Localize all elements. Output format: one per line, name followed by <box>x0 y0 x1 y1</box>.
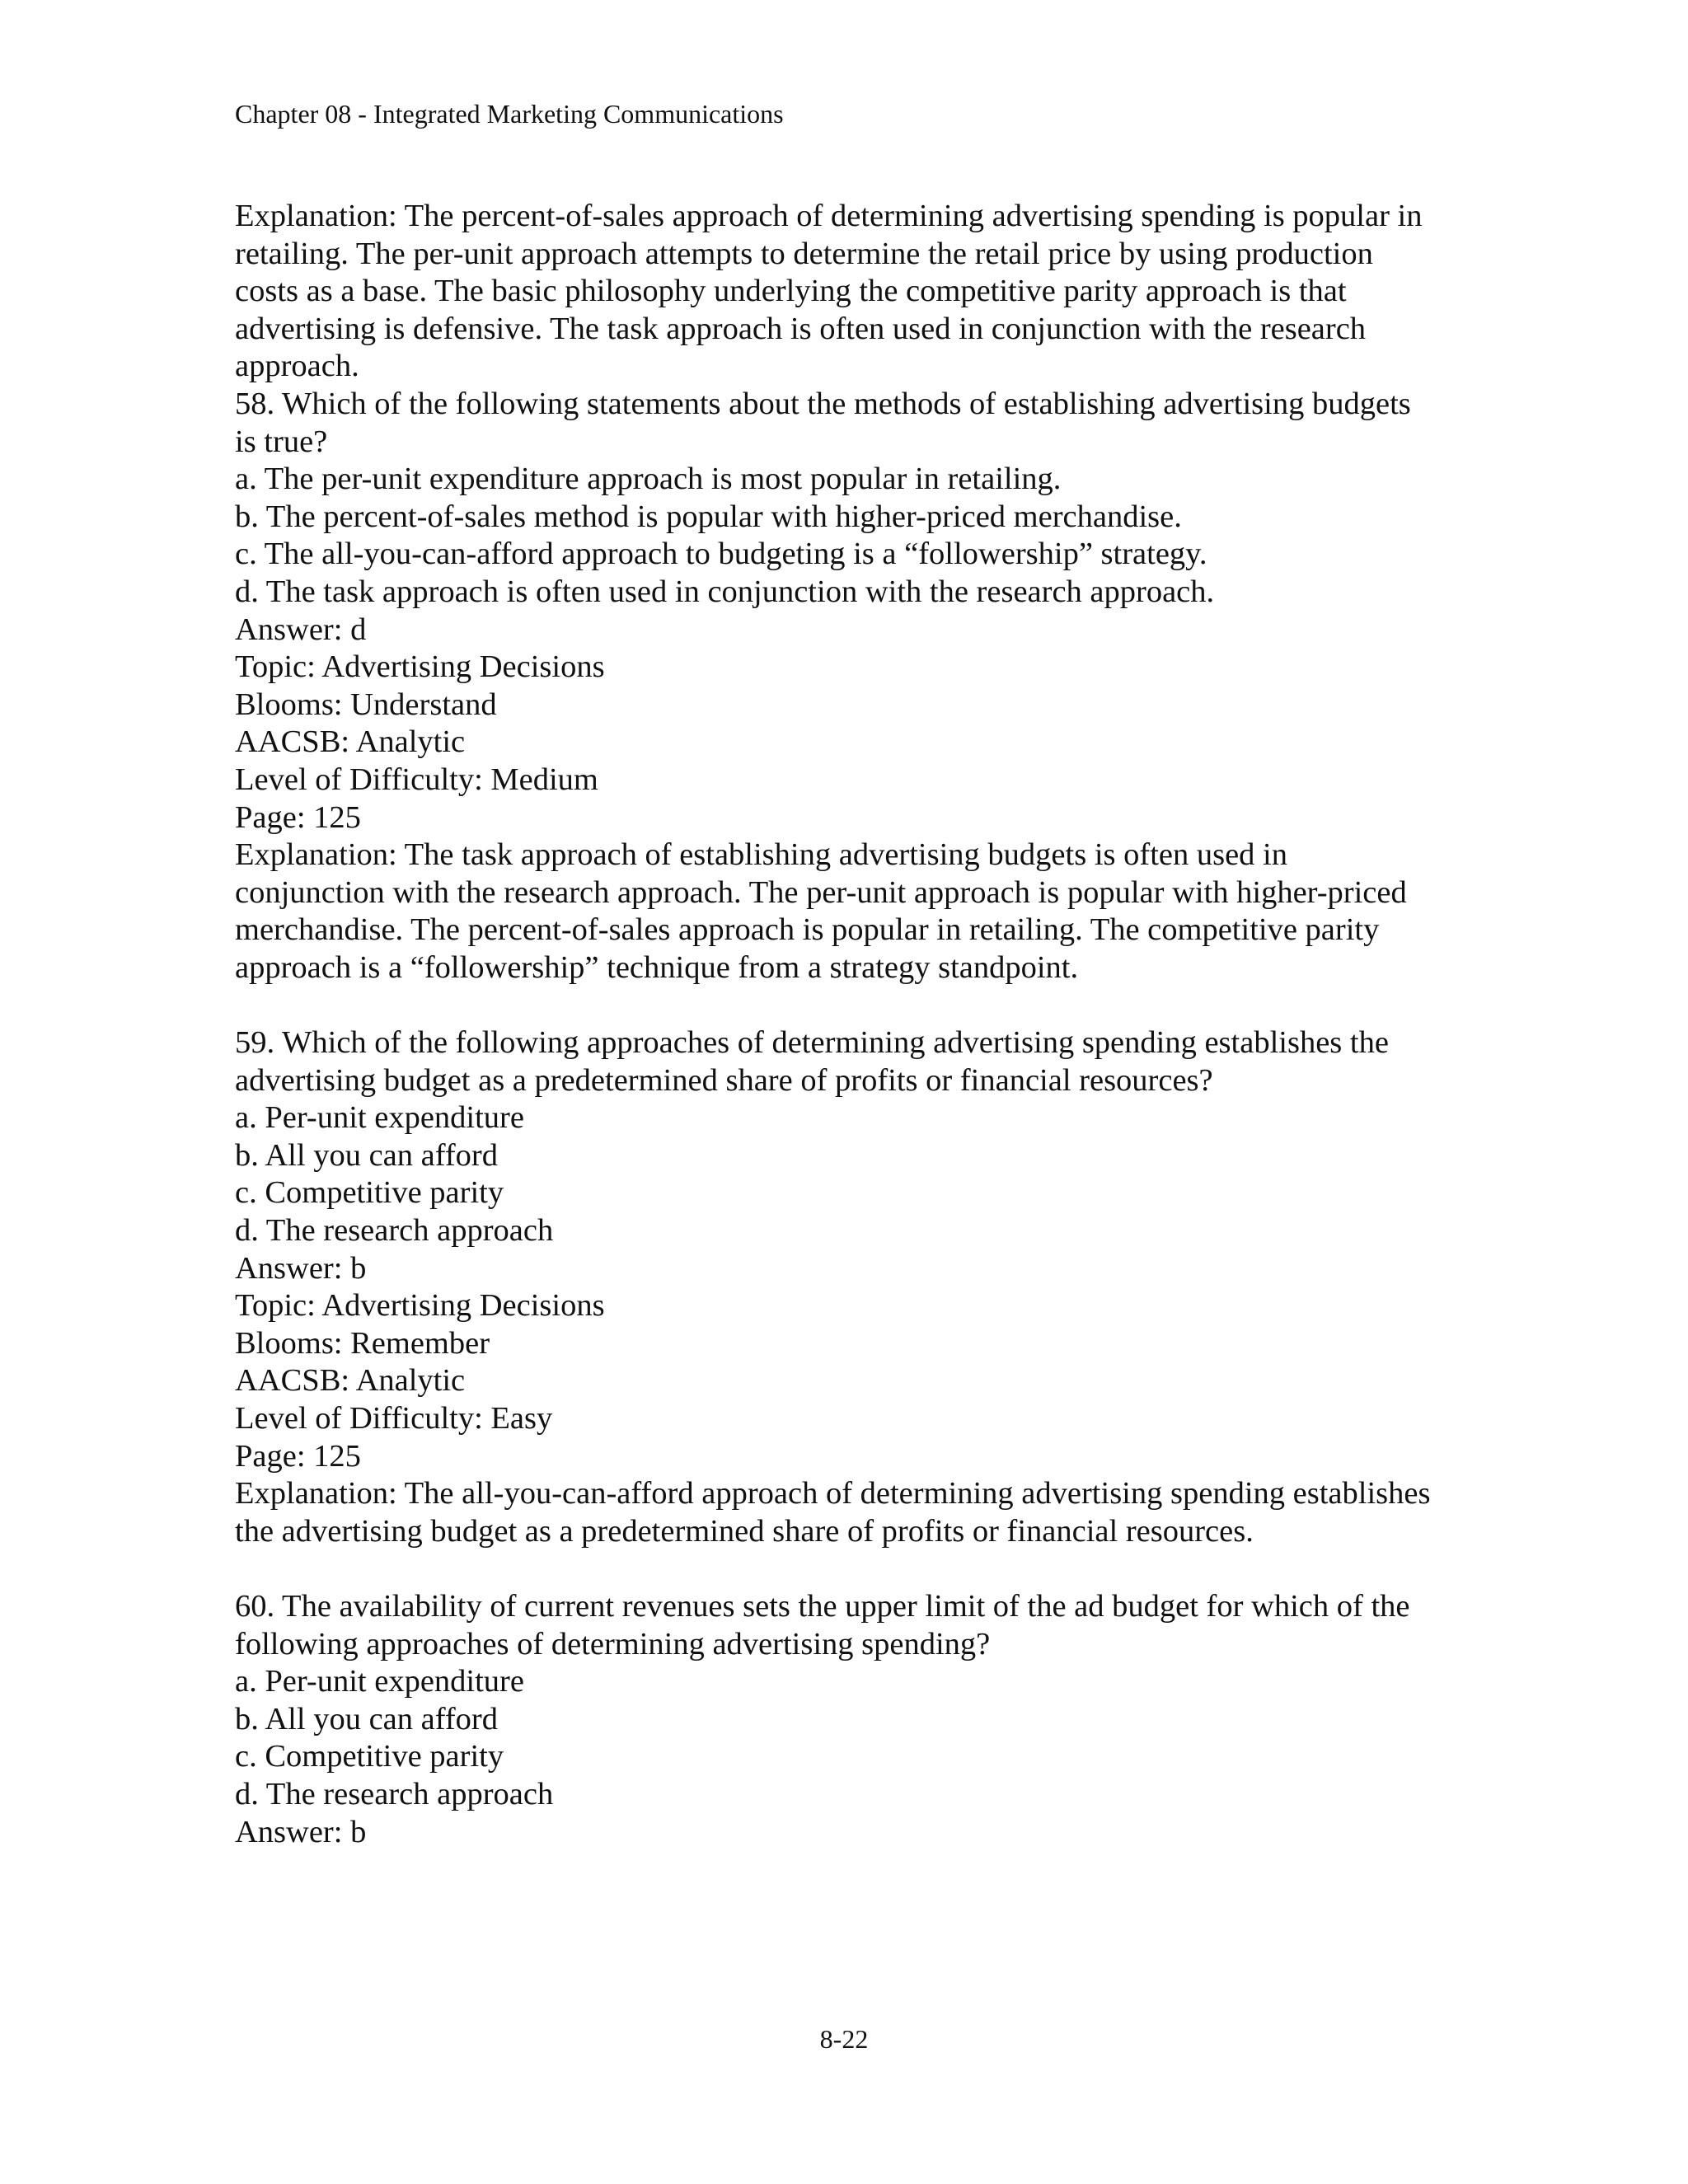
question-stem: following approaches of determining advertising spending? <box>235 1626 991 1661</box>
explanation: Explanation: The all-you-can-afford approach of determining advertising spending establishes <box>235 1476 1431 1511</box>
answer-option-a: a. The per-unit expenditure approach is most popular in retailing. <box>235 462 1062 497</box>
answer-option-b: b. The percent-of-sales method is popular with higher-priced merchandise. <box>235 499 1182 534</box>
difficulty: Level of Difficulty: Medium <box>235 762 598 797</box>
answer-key: Answer: b <box>235 1814 367 1849</box>
answer-option-c: c. Competitive parity <box>235 1175 504 1211</box>
explanation: Explanation: The task approach of establishing advertising budgets is often used in <box>235 837 1288 873</box>
difficulty: Level of Difficulty: Easy <box>235 1401 553 1436</box>
explanation: merchandise. The percent-of-sales approach is popular in retailing. The competitive parity <box>235 912 1380 948</box>
answer-option-b: b. All you can afford <box>235 1137 498 1173</box>
page-header: Chapter 08 - Integrated Marketing Communications <box>235 99 784 129</box>
answer-key: Answer: b <box>235 1250 367 1286</box>
answer-option-a: a. Per-unit expenditure <box>235 1100 524 1136</box>
aacsb: AACSB: Analytic <box>235 724 466 760</box>
text-line: retailing. The per-unit approach attempts to determine the retail price by using production <box>235 236 1373 271</box>
explanation: conjunction with the research approach. The per-unit approach is popular with higher-priced <box>235 874 1407 910</box>
answer-option-c: c. The all-you-can-afford approach to budgeting is a “followership” strategy. <box>235 537 1207 572</box>
text-line: costs as a base. The basic philosophy underlying the competitive parity approach is that <box>235 274 1347 309</box>
explanation: the advertising budget as a predetermined share of profits or financial resources. <box>235 1513 1254 1549</box>
answer-option-d: d. The research approach <box>235 1213 554 1249</box>
topic: Topic: Advertising Decisions <box>235 1288 605 1324</box>
topic: Topic: Advertising Decisions <box>235 649 605 685</box>
question-59 <box>235 1024 1488 1550</box>
answer-option-c: c. Competitive parity <box>235 1739 504 1774</box>
answer-option-d: d. The task approach is often used in conjunction with the research approach. <box>235 574 1215 609</box>
question-stem: 58. Which of the following statements about the methods of establishing advertising budgets <box>235 386 1411 421</box>
page-reference: Page: 125 <box>235 1438 361 1474</box>
question-stem: is true? <box>235 424 328 459</box>
intro-explanation <box>235 198 1488 386</box>
question-58 <box>235 386 1488 987</box>
question-60 <box>235 1588 1488 1851</box>
text-line: Explanation: The percent-of-sales approach of determining advertising spending is popular in <box>235 199 1423 233</box>
aacsb: AACSB: Analytic <box>235 1363 466 1399</box>
explanation: approach is a “followership” technique from a strategy standpoint. <box>235 949 1079 985</box>
question-stem: advertising budget as a predetermined share of profits or financial resources? <box>235 1062 1213 1098</box>
answer-option-b: b. All you can afford <box>235 1701 498 1736</box>
page-number: 8-22 <box>819 2024 869 2054</box>
blooms: Blooms: Understand <box>235 687 497 722</box>
page-reference: Page: 125 <box>235 799 361 835</box>
text-line: advertising is defensive. The task approach is often used in conjunction with the research <box>235 311 1367 346</box>
question-stem: 60. The availability of current revenues sets the upper limit of the ad budget for which of the <box>235 1588 1410 1624</box>
text-line: approach. <box>235 349 359 384</box>
question-stem: 59. Which of the following approaches of determining advertising spending establishes the <box>235 1025 1389 1061</box>
answer-option-a: a. Per-unit expenditure <box>235 1664 524 1699</box>
document-body <box>235 198 1488 1889</box>
answer-option-d: d. The research approach <box>235 1776 554 1811</box>
blooms: Blooms: Remember <box>235 1325 490 1361</box>
answer-key: Answer: d <box>235 612 367 647</box>
